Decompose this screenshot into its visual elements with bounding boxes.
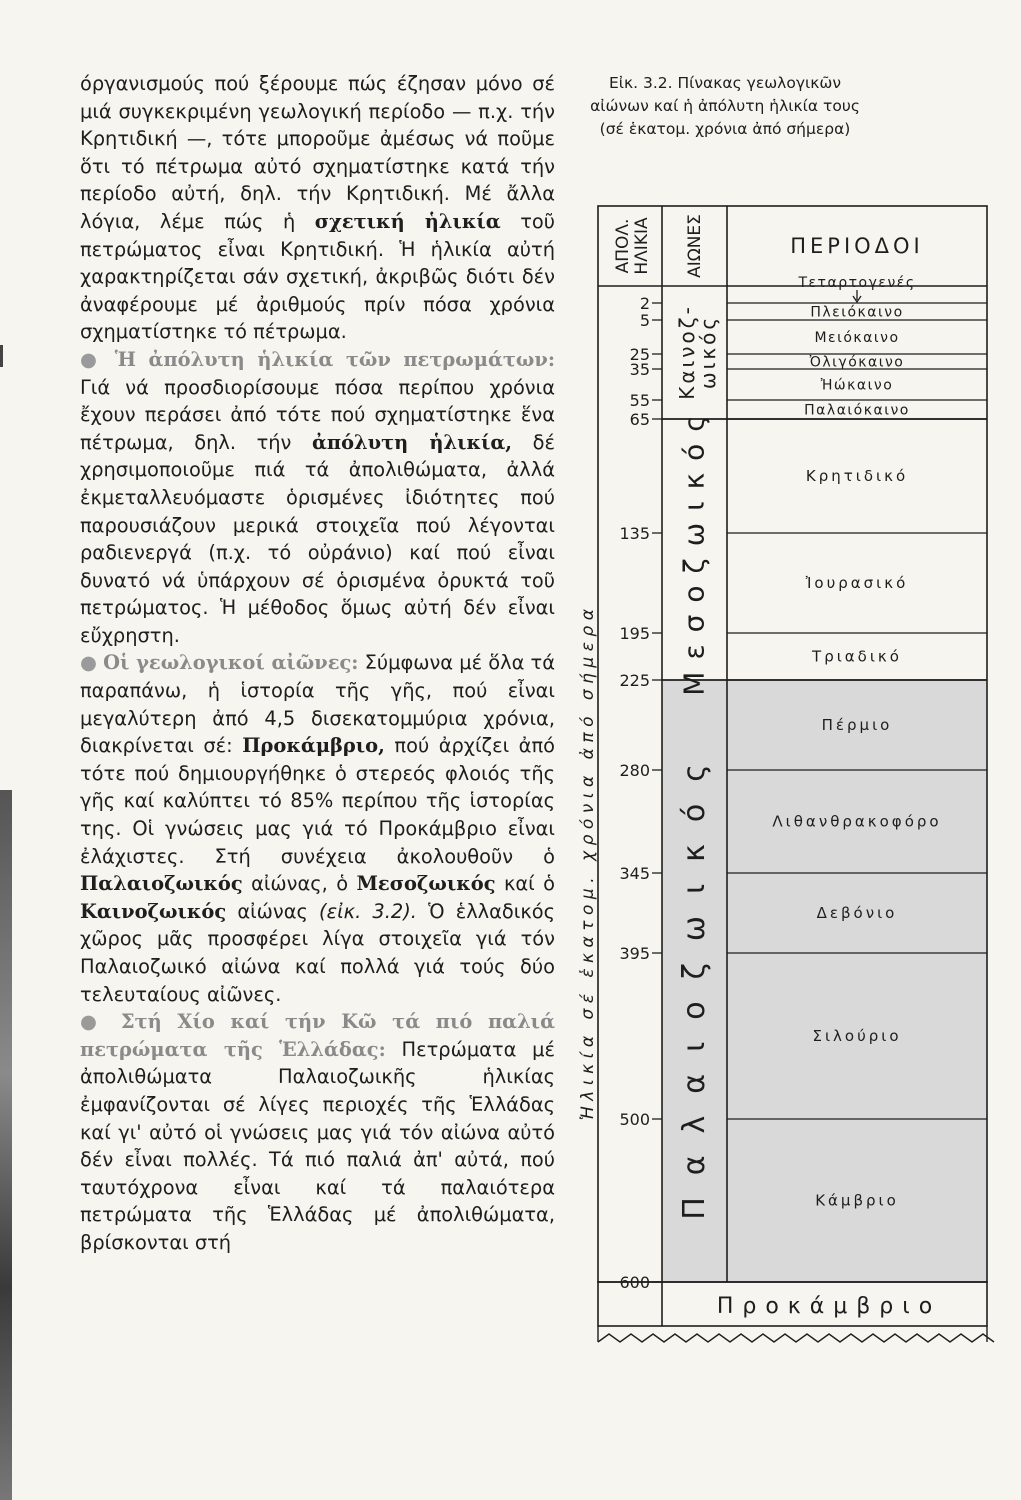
era-label: Μεσοζωικός (677, 403, 711, 696)
header-eras: ΑΙΩΝΕΣ (685, 214, 705, 278)
age-tick-label: 500 (619, 1110, 650, 1129)
period-label: Κάμβριο (815, 1191, 899, 1210)
era-label: Καινοζ- (675, 304, 699, 400)
age-tick-label: 35 (629, 360, 650, 379)
age-tick-label: 280 (619, 761, 650, 780)
period-label: Παλαιόκαινο (804, 402, 910, 419)
quaternary-arrow-icon (853, 290, 861, 302)
period-label: Ὀλιγόκαινο (809, 354, 905, 371)
section-heading: Ἡ ἀπόλυτη ἡλικία τῶν πετρωμάτων: (114, 347, 555, 371)
age-tick-label: 395 (619, 944, 650, 963)
text: δέ χρησιμοποιοῦμε πιά τά ἀπολιθώματα, ἀλλά ἐκμεταλλευόμαστε ὁρισμένες ἰδιότητες πού παρουσιάζουν μερικά στοιχεῖα πού λέγονται ραδιενεργά (π.χ. τό οὐράνιο) καί πού εἶναι δυνατό νά ὑπάρχουν σέ ὁρισμένα ὀρυκτά τοῦ πετρώματος. Ἡ μέθοδος ὅμως αὐτή δέν εἶναι εὔχρηστη. (80, 430, 555, 647)
text: Σύμφωνα μέ ὅλα τά παραπάνω, ἡ ἱστορία τῆς γῆς, πού εἶναι μεγαλύτερη ἀπό 4,5 δισεκατομμύρια χρόνια, διακρίνεται σέ: (80, 651, 555, 758)
age-tick-label: 2 (639, 294, 650, 313)
text: Ὁ ἑλλαδικός χῶρος μᾶς προσφέρει λίγα στοιχεῖα γιά τόν Παλαιοζωικό αἰώνα καί πολλά γιά τούς δύο τελευταίους αἰῶνες. (80, 899, 556, 1006)
bold-term: σχετική ἡλικία (314, 209, 501, 233)
period-label: Τριαδικό (812, 647, 902, 666)
text: αἰώνας, ὁ (251, 872, 349, 896)
age-tick-label: 135 (619, 524, 650, 543)
period-label: Ἰουρασικό (805, 574, 909, 592)
age-tick-label: 225 (619, 671, 650, 690)
figure-caption: Εἰκ. 3.2. Πίνακας γεωλογικῶν αἰώνων καί ἡ ἀπόλυτη ἡλικία τους (σέ ἑκατομ. χρόνια ἀπό σήμερα) (590, 74, 860, 138)
period-label: Τεταρτογενές (798, 275, 916, 291)
period-label: Πλειόκαινο (810, 304, 904, 321)
text: αἰώνας (237, 899, 308, 923)
age-tick-label: 55 (629, 391, 650, 410)
period-label: Δεβόνιο (816, 904, 898, 922)
text: Γιά νά προσδιορίσουμε πόσα περίπου χρόνια ἔχουν περάσει ἀπό τότε πού σχηματίστηκε ἕνα πέτρωμα, δηλ. τήν (80, 375, 555, 454)
section-heading: Στή Χίο καί τήν Κῶ τά πιό παλιά πετρώματα τῆς Ἑλλάδας: (80, 1010, 555, 1061)
text: τοῦ πετρώματος εἶναι Κρητιδική. Ἡ ἡλικία αὐτή χαρακτηρίζεται σάν σχετική, ἀκριβῶς διότι δέν ἀναφέρουμε μέ ἀριθμούς πρίν πόσα χρόνια σχηματίστηκε τό πέτρωμα. (80, 209, 556, 344)
age-tick-label: 5 (639, 311, 650, 330)
period-label: Σιλούριο (812, 1027, 902, 1045)
era-label: ωικός (696, 314, 720, 390)
axis-label: Ἡλικία σέ ἑκατομ. χρόνια ἀπό σήμερα (578, 603, 598, 1121)
text: καί ὁ (503, 872, 555, 896)
period-label: Κρητιδικό (805, 467, 909, 485)
period-label: Πέρμιο (821, 716, 893, 734)
period-label: Λιθανθρακοφόρο (772, 812, 942, 831)
bold-term: Προκάμβριο, (242, 734, 385, 758)
section-heading: Οἱ γεωλογικοί αἰῶνες: (103, 651, 359, 675)
header-age: ΑΠΟΛ.ΗΛΙΚΙΑ (613, 217, 652, 275)
precambrian-label: Προκάμβριο (716, 1294, 942, 1319)
text: Πετρώματα μέ ἀπολιθώματα Παλαιοζωικῆς ἡλικίας ἐμφανίζονται σέ λίγες περιοχές τῆς Ἑλλάδας καί γι' αὐτό οἱ γνώσεις μας γιά τόν αἰώνα αὐτό δέν εἶναι πολλές. Τά πιό παλιά ἀπ' αὐτά, πού ταυτόχρονα εἶναι καί τά παλαιότερα πετρώματα τῆς Ἑλλάδας μέ ἀπολιθώματα, βρίσκονται στή (80, 1037, 555, 1254)
broken-scale-zigzag (598, 1334, 994, 1342)
age-tick-label: 65 (629, 410, 650, 429)
bullet-icon: ● (80, 347, 115, 371)
age-tick-label: 195 (619, 624, 650, 643)
age-tick-label: 345 (619, 864, 650, 883)
age-tick-label: 600 (619, 1273, 650, 1292)
bold-term: ἀπόλυτη ἡλικία, (311, 430, 513, 454)
text: όργανισμούς πού ξέρουμε πώς έζησαν μόνο σέ μιά συγκεκριμένη γεωλογική περίοδο — π.χ. τήν Κρητιδική —, τότε μποροῦμε ἀμέσως νά ποῦμε ὅτι τό πέτρωμα αὐτό σχηματίστηκε κατά τήν περίοδο αὐτή, δηλ. τήν Κρητιδική. Μέ ἄλλα λόγια, λέμε πώς ἡ (80, 72, 555, 233)
age-tick-label: 25 (629, 345, 650, 364)
period-label: Ἠώκαινο (820, 377, 894, 394)
bullet-icon: ● (80, 651, 104, 675)
bullet-icon: ● (80, 1010, 121, 1034)
header-periods: ΠΕΡΙΟΔΟΙ (790, 234, 924, 258)
period-label: Μειόκαινο (814, 330, 900, 346)
bold-term: Μεσοζωικός (356, 872, 496, 896)
bold-term: Καινοζωικός (80, 899, 227, 923)
figure-reference: (εἰκ. 3.2). (319, 899, 417, 923)
bold-term: Παλαιοζωικός (80, 872, 243, 896)
era-label: Παλαιοζωικός (677, 742, 712, 1220)
text: πού ἀρχίζει ἀπό τότε πού δημιουργήθηκε ὁ στερεός φλοιός τῆς γῆς καί καλύπτει τό 85% περίπου τῆς ἱστορίας της. Οἱ γνώσεις μας γιά τό Προκάμβριο εἶναι ἐλάχιστες. Στή συνέχεια ἀκολουθοῦν ὁ (80, 734, 555, 868)
